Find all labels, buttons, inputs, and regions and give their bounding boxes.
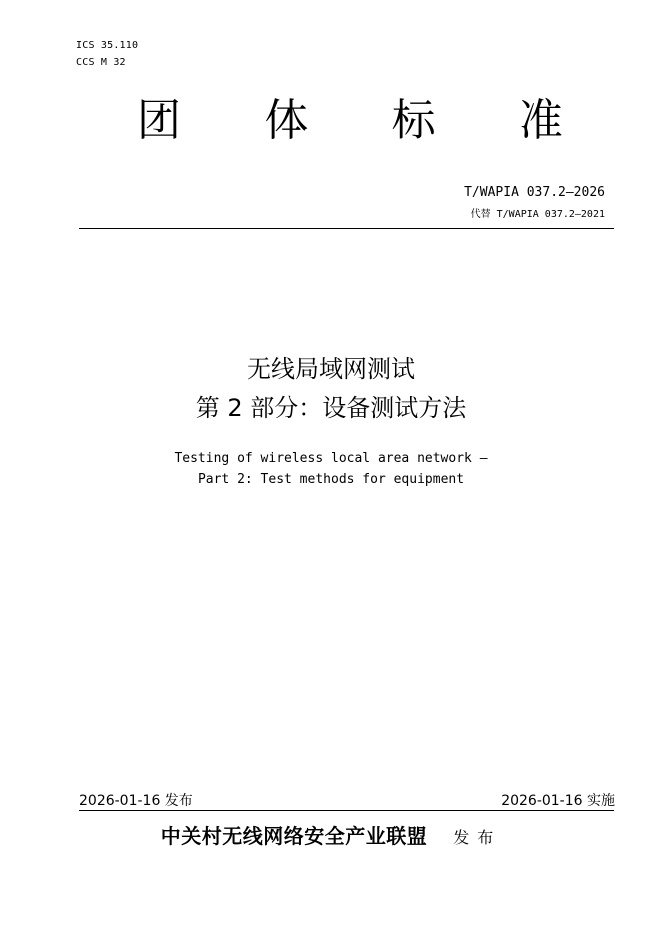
implementation-date: 2026-01-16 实施	[501, 793, 615, 809]
ics-code: ICS 35.110	[76, 40, 139, 51]
replaces-standard: 代替 T/WAPIA 037.2—2021	[470, 209, 605, 220]
header-divider	[79, 228, 614, 229]
title-en-line1: Testing of wireless local area network —	[174, 451, 488, 466]
footer-divider	[79, 810, 614, 811]
standard-type-char: 团	[137, 95, 181, 146]
publisher-name: 中关村无线网络安全产业联盟	[160, 824, 428, 848]
standard-type-char: 体	[264, 95, 309, 146]
ccs-code: CCS M 32	[76, 57, 126, 68]
issue-date: 2026-01-16 发布	[79, 793, 193, 809]
publisher-line	[0, 823, 662, 851]
title-en-line2: Part 2: Test methods for equipment	[197, 472, 465, 487]
standard-number: T/WAPIA 037.2—2026	[464, 185, 605, 200]
title-cn-line1: 无线局域网测试	[247, 355, 415, 383]
publisher-action: 发布	[453, 828, 502, 847]
standard-type-char: 标	[391, 95, 436, 146]
title-cn-line2: 第 2 部分：设备测试方法	[195, 394, 467, 422]
standard-type-char: 准	[518, 95, 563, 146]
standard-type-heading	[135, 96, 565, 146]
